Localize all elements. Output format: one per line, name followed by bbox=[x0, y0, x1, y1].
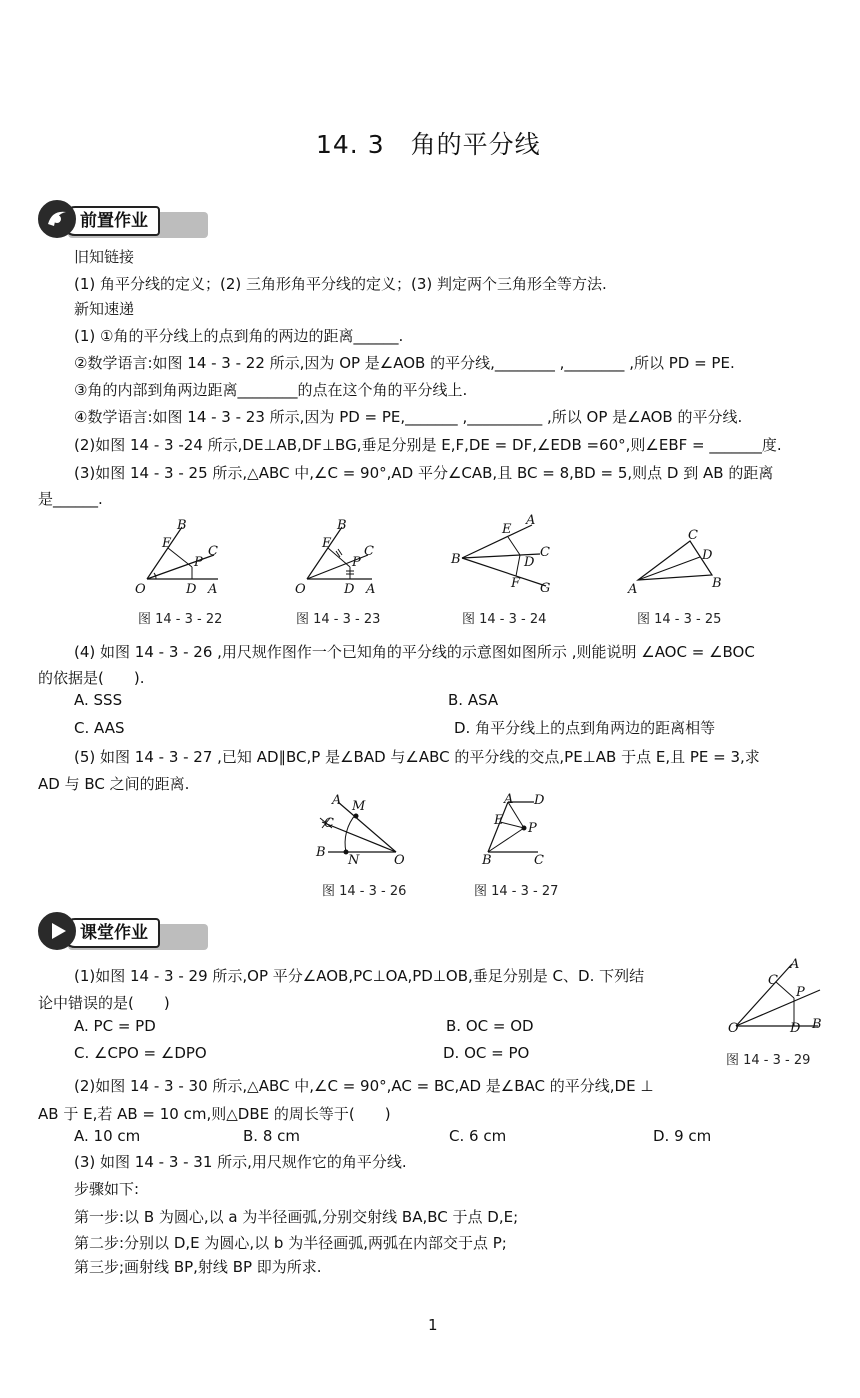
text-line: 的依据是( ). bbox=[38, 669, 145, 687]
text-line: AD 与 BC 之间的距离. bbox=[38, 775, 190, 793]
figure-14-3-23 bbox=[290, 515, 390, 600]
text-line: (1)如图 14 - 3 - 29 所示,OP 平分∠AOB,PC⊥OA,PD⊥OB,垂足分别是 C、D. 下列结 bbox=[74, 967, 645, 985]
point-label: A bbox=[208, 582, 218, 597]
text-line: (4) 如图 14 - 3 - 26 ,用尺规作图作一个已知角的平分线的示意图如图所示 ,则能说明 ∠AOC = ∠BOC bbox=[74, 643, 755, 661]
text-line: ④数学语言:如图 14 - 3 - 23 所示,因为 PD = PE,_______ ,__________ ,所以 OP 是∠AOB 的平分线. bbox=[74, 408, 743, 426]
point-label: B bbox=[337, 518, 347, 533]
point-label: A bbox=[790, 957, 800, 972]
point-label: A bbox=[504, 792, 514, 807]
point-label: O bbox=[135, 582, 146, 597]
choice-option: C. ∠CPO = ∠DPO bbox=[74, 1044, 207, 1062]
text-line: 步骤如下: bbox=[74, 1180, 140, 1198]
choice-option: D. 角平分线上的点到角两边的距离相等 bbox=[454, 719, 716, 737]
figure-caption: 图 14 - 3 - 23 bbox=[296, 612, 381, 627]
text-line: 新知速递 bbox=[74, 300, 135, 318]
point-label: E bbox=[162, 536, 172, 551]
text-line: (2)如图 14 - 3 - 30 所示,△ABC 中,∠C = 90°,AC = BC,AD 是∠BAC 的平分线,DE ⊥ bbox=[74, 1077, 654, 1095]
choice-option: A. 10 cm bbox=[74, 1127, 141, 1145]
point-label: D bbox=[534, 793, 545, 808]
figure-14-3-25 bbox=[626, 525, 726, 600]
point-label: B bbox=[177, 518, 187, 533]
figure-14-3-26 bbox=[310, 792, 410, 870]
point-label: O bbox=[295, 582, 306, 597]
text-line: 是______. bbox=[38, 490, 103, 508]
text-line: ②数学语言:如图 14 - 3 - 22 所示,因为 OP 是∠AOB 的平分线,________ ,________ ,所以 PD = PE. bbox=[74, 354, 735, 372]
choice-option: D. OC = PO bbox=[443, 1044, 530, 1062]
point-label: P bbox=[796, 985, 805, 1000]
point-label: A bbox=[526, 513, 536, 528]
point-label: C bbox=[364, 544, 374, 559]
figure-14-3-22 bbox=[130, 515, 230, 600]
choice-option: B. ASA bbox=[448, 691, 499, 709]
point-label: C bbox=[540, 545, 550, 560]
section-icon bbox=[38, 200, 76, 238]
point-label: E bbox=[502, 522, 512, 537]
play-icon bbox=[38, 912, 76, 950]
figure-caption: 图 14 - 3 - 24 bbox=[462, 612, 547, 627]
figure-caption: 图 14 - 3 - 26 bbox=[322, 884, 407, 899]
choice-option: B. 8 cm bbox=[243, 1127, 300, 1145]
page-title: 14. 3 角的平分线 bbox=[316, 130, 541, 159]
point-label: C bbox=[534, 853, 544, 868]
point-label: C bbox=[324, 816, 334, 831]
point-label: D bbox=[790, 1021, 801, 1034]
text-line: (3) 如图 14 - 3 - 31 所示,用尺规作它的角平分线. bbox=[74, 1153, 407, 1171]
figure-caption: 图 14 - 3 - 29 bbox=[726, 1053, 811, 1068]
point-label: B bbox=[712, 576, 722, 591]
text-line: (1) ①角的平分线上的点到角的两边的距离______. bbox=[74, 327, 404, 345]
point-label: A bbox=[628, 582, 638, 597]
text-line: 旧知链接 bbox=[74, 248, 135, 266]
point-label: D bbox=[524, 555, 535, 570]
figure-caption: 图 14 - 3 - 25 bbox=[637, 612, 722, 627]
point-label: N bbox=[348, 853, 360, 868]
text-line: AB 于 E,若 AB = 10 cm,则△DBE 的周长等于( ) bbox=[38, 1105, 391, 1123]
text-line: (2)如图 14 - 3 -24 所示,DE⊥AB,DF⊥BG,垂足分别是 E,F,DE = DF,∠EDB =60°,则∠EBF = _______度. bbox=[74, 436, 782, 454]
point-label: D bbox=[344, 582, 355, 597]
point-label: O bbox=[728, 1021, 739, 1034]
figure-14-3-24 bbox=[448, 510, 563, 600]
point-label: B bbox=[451, 552, 461, 567]
point-label: C bbox=[688, 528, 698, 543]
choice-option: A. SSS bbox=[74, 691, 123, 709]
choice-option: C. 6 cm bbox=[449, 1127, 507, 1145]
choice-option: B. OC = OD bbox=[446, 1017, 534, 1035]
point-label: G bbox=[540, 581, 551, 596]
figure-caption: 图 14 - 3 - 22 bbox=[138, 612, 223, 627]
text-line: (3)如图 14 - 3 - 25 所示,△ABC 中,∠C = 90°,AD 平分∠CAB,且 BC = 8,BD = 5,则点 D 到 AB 的距离 bbox=[74, 464, 774, 482]
section-label: 前置作业 bbox=[62, 206, 160, 236]
section-label: 课堂作业 bbox=[62, 918, 160, 948]
text-line: ③角的内部到角两边距离________的点在这个角的平分线上. bbox=[74, 381, 468, 399]
point-label: P bbox=[528, 821, 537, 836]
point-label: F bbox=[511, 576, 521, 591]
point-label: B bbox=[812, 1017, 822, 1032]
point-label: M bbox=[352, 799, 366, 814]
point-label: E bbox=[494, 813, 504, 828]
point-label: A bbox=[366, 582, 376, 597]
text-line: 第一步:以 B 为圆心,以 a 为半径画弧,分别交射线 BA,BC 于点 D,E; bbox=[74, 1208, 519, 1226]
text-line: 第二步:分别以 D,E 为圆心,以 b 为半径画弧,两弧在内部交于点 P; bbox=[74, 1234, 507, 1252]
figure-14-3-29 bbox=[726, 952, 828, 1034]
text-line: (1) 角平分线的定义；(2) 三角形角平分线的定义；(3) 判定两个三角形全等方法. bbox=[74, 275, 607, 293]
point-label: O bbox=[394, 853, 405, 868]
point-label: C bbox=[208, 544, 218, 559]
choice-option: D. 9 cm bbox=[653, 1127, 712, 1145]
page-number: 1 bbox=[428, 1316, 438, 1334]
point-label: E bbox=[322, 536, 332, 551]
point-label: C bbox=[768, 973, 778, 988]
choice-option: A. PC = PD bbox=[74, 1017, 156, 1035]
point-label: D bbox=[186, 582, 197, 597]
figure-caption: 图 14 - 3 - 27 bbox=[474, 884, 559, 899]
figure-14-3-27 bbox=[478, 792, 558, 870]
text-line: (5) 如图 14 - 3 - 27 ,已知 AD∥BC,P 是∠BAD 与∠ABC 的平分线的交点,PE⊥AB 于点 E,且 PE = 3,求 bbox=[74, 748, 760, 766]
text-line: 第三步;画射线 BP,射线 BP 即为所求. bbox=[74, 1258, 322, 1276]
point-label: B bbox=[316, 845, 326, 860]
text-line: 论中错误的是( ) bbox=[38, 994, 170, 1012]
point-label: D bbox=[702, 548, 713, 563]
point-label: P bbox=[194, 555, 203, 570]
choice-option: C. AAS bbox=[74, 719, 125, 737]
point-label: B bbox=[482, 853, 492, 868]
point-label: A bbox=[332, 793, 342, 808]
point-label: P bbox=[352, 555, 361, 570]
